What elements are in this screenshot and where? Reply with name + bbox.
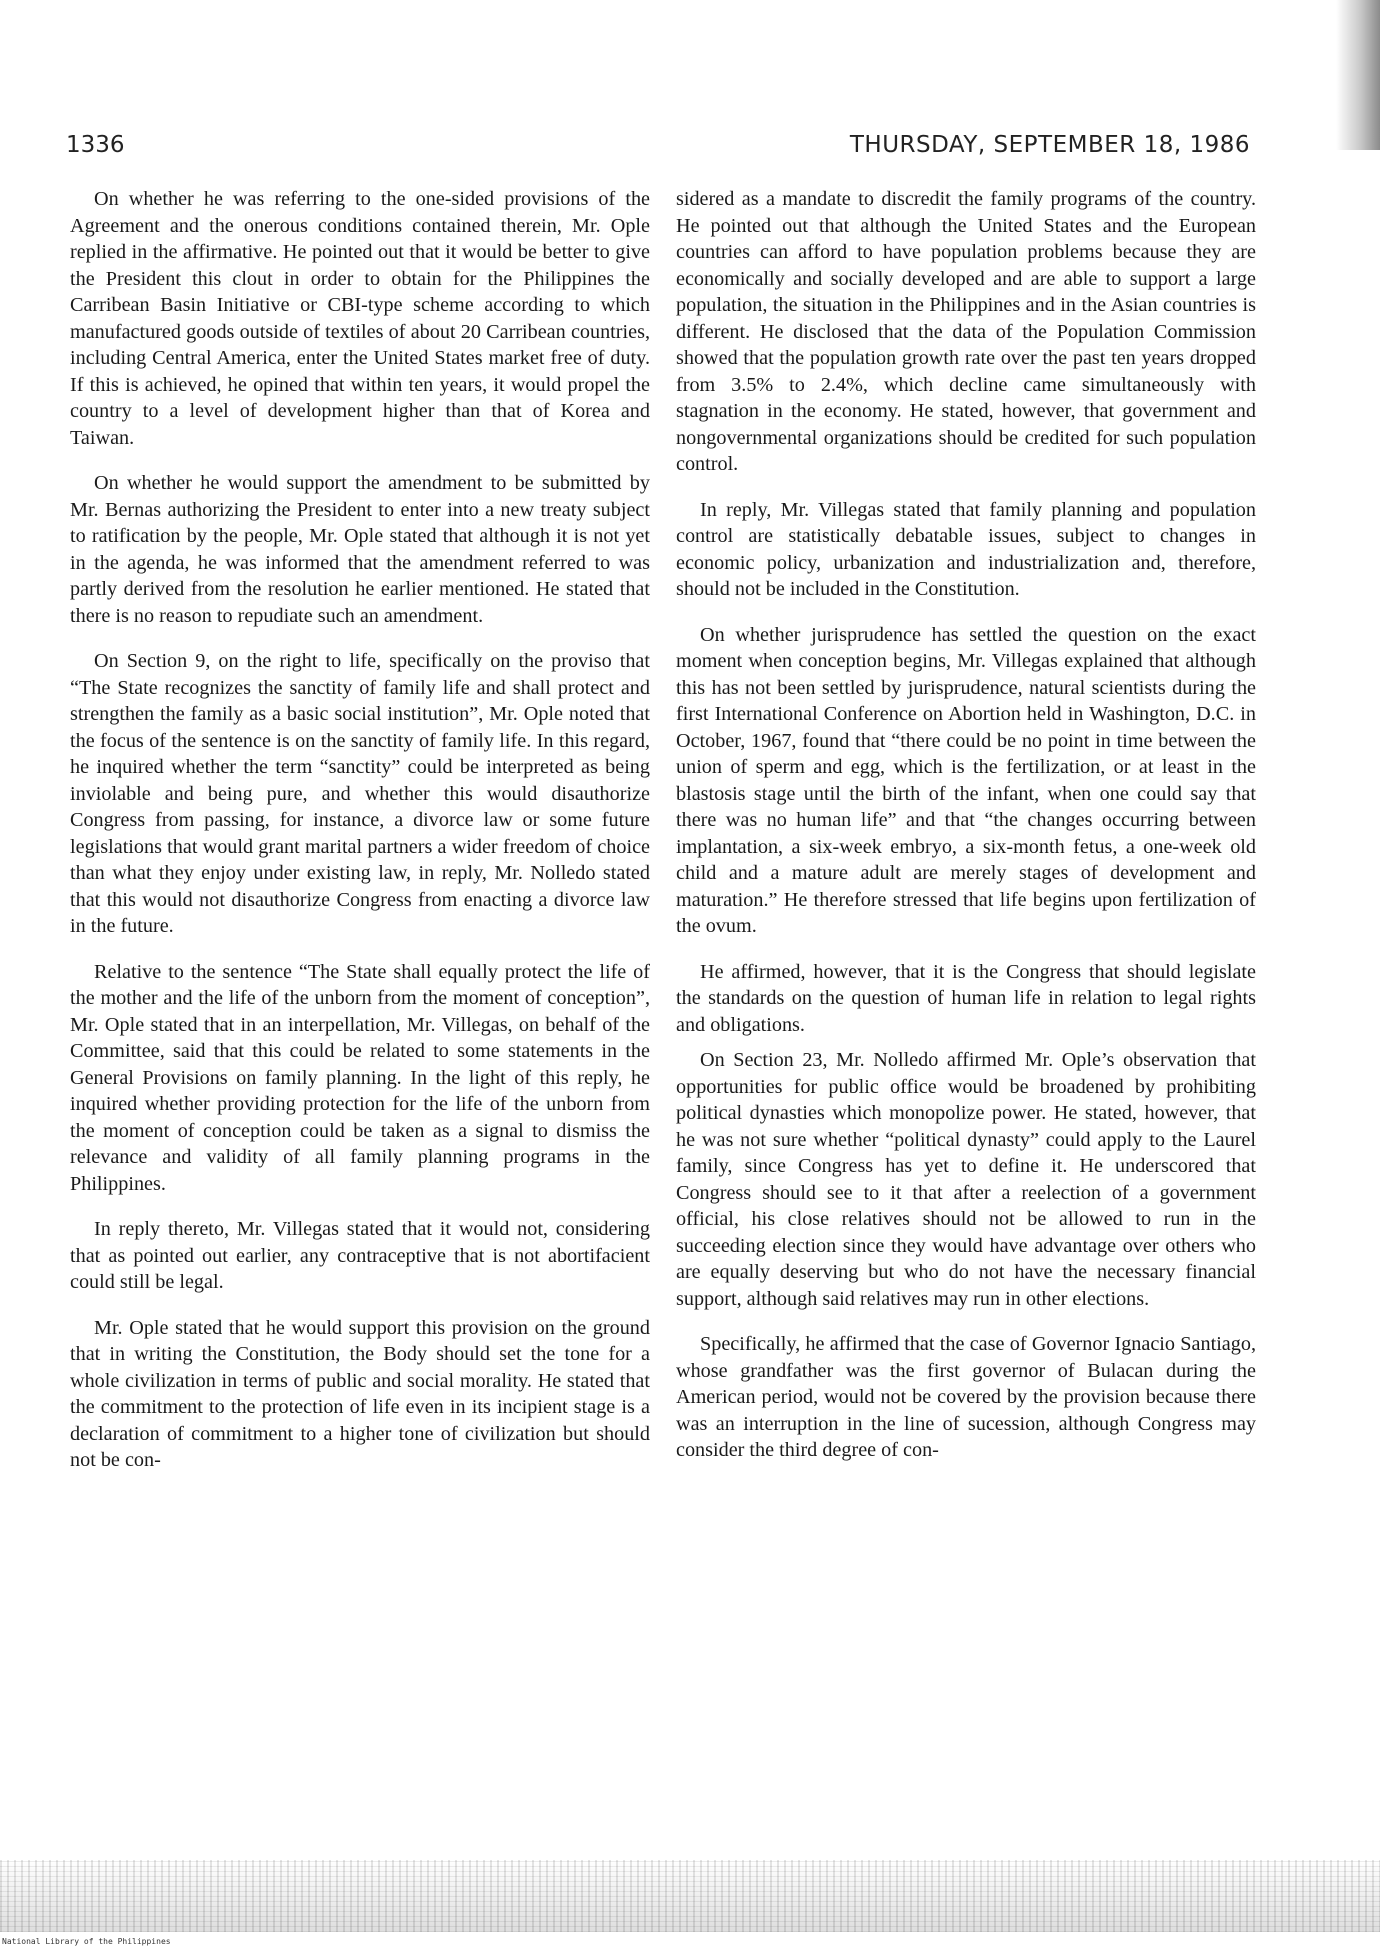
page-number: 1336 [66, 132, 125, 158]
paragraph: He affirmed, however, that it is the Congress that should legislate the standards on the question of human life in relation to legal rights and obligations. [676, 960, 1256, 1036]
paragraph: On whether he was referring to the one-sided provisions of the Agreement and the onerous conditions contained therein, Mr. Ople replied in the affirmative. He pointed out that it would be better to give the President this clout in order to obtain for the Philippines the Carribean Basin Initiative or CBI-type scheme according to which manufactured goods outside of textiles of about 20 Carribean countries, including Central America, enter the United States market free of duty. If this is achieved, he opined that within ten years, it would propel the country to a level of development higher than that of Korea and Taiwan. [70, 188, 650, 449]
scan-edge-shadow [1336, 0, 1380, 150]
paragraph: Specifically, he affirmed that the case of Governor Ignacio Santiago, whose grandfather was the first governor of Bulacan during the American period, would not be covered by the provision because there was an interruption in the line of sucession, although Congress may consider the third degree of con- [676, 1333, 1256, 1461]
left-column [70, 186, 650, 1474]
paragraph: On Section 23, Mr. Nolledo affirmed Mr. Ople’s observation that opportunities for public office would be broadened by prohibiting political dynasties which monopolize power. He stated, however, that he was not sure whether “political dynasty” could apply to the Laurel family, since Congress has yet to define it. He underscored that Congress should see to it that after a reelection of a government official, his close relatives should not be allowed to run in the succeeding election since they would have advantage over others who are equally deserving but who do not have the necessary financial support, although said relatives may run in other elections. [676, 1049, 1256, 1310]
paragraph: On Section 9, on the right to life, specifically on the proviso that “The State recognizes the sanctity of family life and shall protect and strengthen the family as a basic social institution”, Mr. Ople noted that the focus of the sentence is on the sanctity of family life. In this regard, he inquired whether the term “sanctity” could be interpreted as being inviolable and being pure, and whether this would disauthorize Congress from passing, for instance, a divorce law or some future legislations that would grant marital partners a wider freedom of choice than what they enjoy under existing law, in reply, Mr. Nolledo stated that this would not disauthorize Congress from enacting a divorce law in the future. [70, 650, 650, 937]
paragraph: In reply, Mr. Villegas stated that family planning and population control are statistically debatable issues, subject to changes in economic policy, urbanization and industrialization and, therefore, should not be included in the Constitution. [676, 498, 1256, 600]
paragraph: Relative to the sentence “The State shall equally protect the life of the mother and the life of the unborn from the moment of conception”, Mr. Ople stated that in an interpellation, Mr. Villegas, on behalf of the Committee, said that this could be related to some statements in the General Provisions on family planning. In the light of this reply, he inquired whether providing protection for the life of the unborn from the moment of conception could be taken as a signal to dismiss the relevance and validity of all family planning programs in the Philippines. [70, 960, 650, 1195]
paragraph: In reply thereto, Mr. Villegas stated that it would not, considering that as pointed out earlier, any contraceptive that is not abortifacient could still be legal. [70, 1218, 650, 1293]
paragraph: On whether he would support the amendment to be submitted by Mr. Bernas authorizing the President to enter into a new treaty subject to ratification by the people, Mr. Ople stated that although it is not yet in the agenda, he was informed that the amendment referred to was partly derived from the resolution he earlier mentioned. He stated that there is no reason to repudiate such an amendment. [70, 472, 650, 627]
paragraph: Mr. Ople stated that he would support this provision on the ground that in writing the Constitution, the Body should set the tone for a whole civilization in terms of public and social morality. He stated that the commitment to the protection of life even in its incipient stage is a declaration of commitment to a higher tone of civilization but should not be con- [70, 1316, 650, 1471]
header-date: THURSDAY, SEPTEMBER 18, 1986 [849, 132, 1250, 158]
scan-footer-note: National Library of the Philippines [2, 1937, 171, 1946]
paragraph: sidered as a mandate to discredit the family programs of the country. He pointed out that although the United States and the European countries can afford to have population problems because they are economically and socially developed and are able to support a large population, the situation in the Philippines and in the Asian countries is different. He disclosed that the data of the Population Commission showed that the population growth rate over the past ten years dropped from 3.5% to 2.4%, which decline came simultaneously with stagnation in the economy. He stated, however, that government and nongovernmental organizations should be credited for such population control. [676, 188, 1256, 475]
paragraph: On whether jurisprudence has settled the question on the exact moment when conception begins, Mr. Villegas explained that although this has not been settled by jurisprudence, natural scientists during the first International Conference on Abortion held in Washington, D.C. in October, 1967, found that “there could be no point in time between the union of sperm and egg, which is the fertilization, or at least in the blastosis stage until the birth of the infant, when one could say that there was no human life” and that “the changes occurring between implantation, a six-week embryo, a six-month fetus, a one-week old child and a mature adult are merely stages of development and maturation.” He therefore stressed that life begins upon fertilization of the ovum. [676, 623, 1256, 937]
right-column [676, 186, 1256, 1464]
scan-noise-band [0, 1860, 1380, 1932]
